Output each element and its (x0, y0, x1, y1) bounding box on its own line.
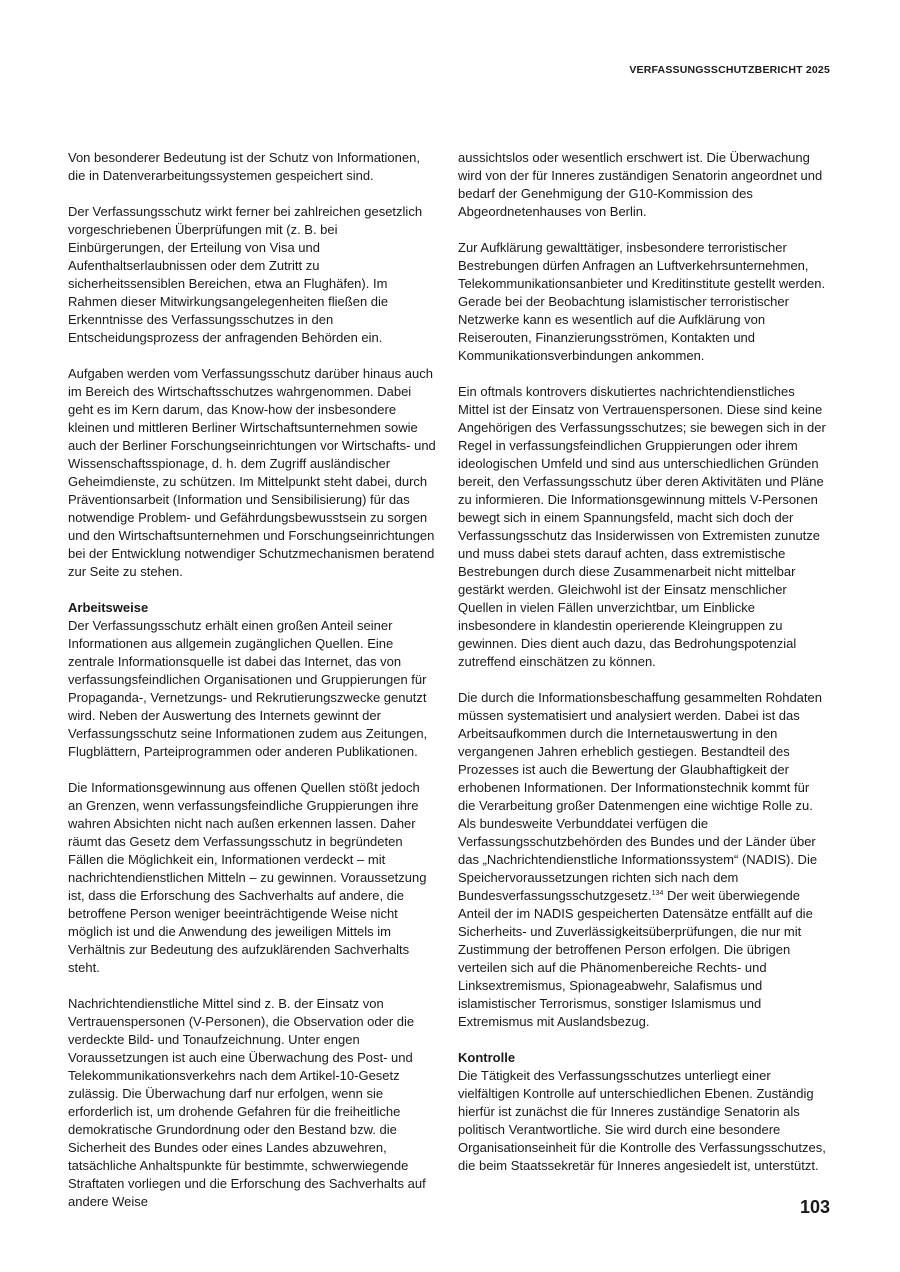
paragraph: aussichtslos oder wesentlich erschwert ist. Die Überwachung wird von der für Inneres zuständigen Senatorin angeordnet und bedarf der Genehmigung der G10-Kommission des Abgeordnetenhauses von Berlin. (458, 150, 823, 219)
paragraph-text: Der weit überwiegende Anteil der im NADIS gespeicherten Datensätze entfällt auf die Sicherheits- und Zuverlässigkeitsüberprüfungen, die nur mit Zustimmung der betroffenen Person erfolgen. Die übrigen verteilen sich auf die Phänomenbereiche Rechts- und Linksextremismus, Spionageabwehr, Salafismus und islamistischer Terrorismus, sonstiger Islamismus und Extremismus mit Auslandsbezug. (458, 888, 813, 1029)
footnote-reference[interactable]: 134 (651, 890, 664, 897)
paragraph: Zur Aufklärung gewalttätiger, insbesondere terroristischer Bestrebungen dürfen Anfragen an Luftverkehrsunternehmen, Telekommunikationsanbieter und Kreditinstitute gestellt werden. Gerade bei der Beobachtung islamistischer terroristischer Netzwerke kann es wesentlich auf die Aufklärung von Reiserouten, Finanzierungsströmen, Kontakten und Kommunikationsverbindungen ankommen. (458, 240, 826, 363)
right-column (458, 149, 826, 1175)
paragraph: Von besonderer Bedeutung ist der Schutz von Informationen, die in Datenverarbeitungssystemen gespeichert sind. (68, 150, 420, 183)
paragraph: Ein oftmals kontrovers diskutiertes nachrichtendienstliches Mittel ist der Einsatz von Vertrauenspersonen. Diese sind keine Angehörigen des Verfassungsschutzes; sie bewegen sich in der Regel in verfassungsfeindlichen Gruppierungen oder ihrem ideologischen Umfeld und sind aus unterschiedlichen Gründen bereit, den Verfassungsschutz über deren Aktivitäten und Pläne zu informieren. Die Informationsgewinnung mittels V-Personen bewegt sich in einem Spannungsfeld, macht sich doch der Verfassungsschutz das Insiderwissen von Extremisten zunutze und muss dabei stets darauf achten, dass extremistische Bestrebungen durch diese Zusammenarbeit nicht mittelbar gestärkt werden. Gleichwohl ist der Einsatz menschlicher Quellen in vielen Fällen unverzichtbar, um Einblicke insbesondere in klandestin operierende Kleingruppen zu gewinnen. Dies dient auch dazu, das Bedrohungspotenzial zutreffend einschätzen zu können. (458, 384, 826, 669)
paragraph: Die Informationsgewinnung aus offenen Quellen stößt jedoch an Grenzen, wenn verfassungsfeindliche Gruppierungen ihre wahren Absichten nicht nach außen erkennen lassen. Daher räumt das Gesetz dem Verfassungsschutz in begründeten Fällen die Möglichkeit ein, Informationen verdeckt – mit nachrichtendienstlichen Mitteln – zu gewinnen. Voraussetzung ist, dass die Erforschung des Sachverhalts auf andere, die betroffene Person weniger beeinträchtigende Weise nicht möglich ist und die Anwendung des jeweiligen Mittels im Verhältnis zur Bedeutung des aufzuklärenden Sachverhalts steht. (68, 780, 427, 975)
paragraph-text: Die durch die Informationsbeschaffung gesammelten Rohdaten müssen systematisiert und analysiert werden. Dabei ist das Arbeitsaufkommen durch die Internetauswertung in den vergangenen Jahren erheblich gestiegen. Bestandteil des Prozesses ist auch die Bewertung der Glaubhaftigkeit der erhobenen Informationen. Der Informationstechnik kommt für die Verarbeitung großer Datenmengen eine wichtige Rolle zu. Als bundesweite Verbunddatei verfügen die Verfassungsschutzbehörden des Bundes und der Länder über das „Nachrichtendienstliche Informationssystem“ (NADIS). Die Speichervoraussetzungen richten sich nach dem Bundesverfassungsschutzgesetz. (458, 690, 822, 903)
paragraph: Der Verfassungsschutz erhält einen großen Anteil seiner Informationen aus allgemein zugänglichen Quellen. Eine zentrale Informationsquelle ist dabei das Internet, das von verfassungsfeindlichen Organisationen und Gruppierungen für Propaganda-, Vernetzungs- und Rekrutierungszwecke genutzt wird. Neben der Auswertung des Internets gewinnt der Verfassungsschutz seine Informationen zudem aus Zeitungen, Flugblättern, Parteiprogrammen oder anderen Publikationen. (68, 618, 428, 759)
paragraph: Nachrichtendienstliche Mittel sind z. B. der Einsatz von Vertrauenspersonen (V-Personen), die Observation oder die verdeckte Bild- und Tonaufzeichnung. Unter engen Voraussetzungen ist auch eine Überwachung des Post- und Telekommunikationsverkehrs nach dem Artikel-10-Gesetz zulässig. Die Überwachung darf nur erfolgen, wenn sie erforderlich ist, um drohende Gefahren für die freiheitliche demokratische Grundordnung oder den Bestand bzw. die Sicherheit des Bundes oder eines Landes abzuwehren, tatsächliche Anhaltspunkte für bestimmte, schwerwiegende Straftaten vorliegen und die Erforschung des Sachverhalts auf andere Weise (68, 996, 426, 1209)
section-heading-arbeitsweise: Arbeitsweise (68, 600, 149, 615)
section-heading-kontrolle: Kontrolle (458, 1050, 516, 1065)
running-header: VERFASSUNGSSCHUTZBERICHT 2025 (629, 64, 830, 76)
paragraph: Die Tätigkeit des Verfassungsschutzes unterliegt einer vielfältigen Kontrolle auf unterschiedlichen Ebenen. Zuständig hierfür ist zunächst die für Inneres zuständige Senatorin als politisch Verantwortliche. Sie wird durch eine besondere Organisationseinheit für die Kontrolle des Verfassungsschutzes, die beim Staatssekretär für Inneres angesiedelt ist, unterstützt. (458, 1068, 826, 1173)
page-number: 103 (799, 1197, 830, 1217)
paragraph: Aufgaben werden vom Verfassungsschutz darüber hinaus auch im Bereich des Wirtschaftsschutzes wahrgenommen. Dabei geht es im Kern darum, das Know-how der insbesondere kleinen und mittleren Berliner Wirtschaftsunternehmen sowie auch der Berliner Forschungseinrichtungen vor Wirtschafts- und Wissenschaftsspionage, d. h. dem Zugriff ausländischer Geheimdienste, zu schützen. Im Mittelpunkt steht dabei, durch Präventionsarbeit (Information und Sensibilisierung) für das notwendige Problem- und Gefährdungsbewusstsein zu sorgen und den Wirtschaftsunternehmen und Forschungseinrichtungen bei der Entwicklung notwendiger Schutzmechanismen beratend zur Seite zu stehen. (68, 366, 436, 579)
paragraph: Der Verfassungsschutz wirkt ferner bei zahlreichen gesetzlich vorgeschriebenen Überprüfungen mit (z. B. bei Einbürgerungen, der Erteilung von Visa und Aufenthaltserlaubnissen oder dem Zutritt zu sicherheitssensiblen Bereichen, etwa an Flughäfen). Im Rahmen dieser Mitwirkungsangelegenheiten fließen die Erkenntnisse des Verfassungsschutzes in den Entscheidungsprozess der anfragenden Behörden ein. (68, 204, 423, 345)
paragraph-nadis (458, 689, 826, 1031)
left-column (68, 149, 436, 1211)
